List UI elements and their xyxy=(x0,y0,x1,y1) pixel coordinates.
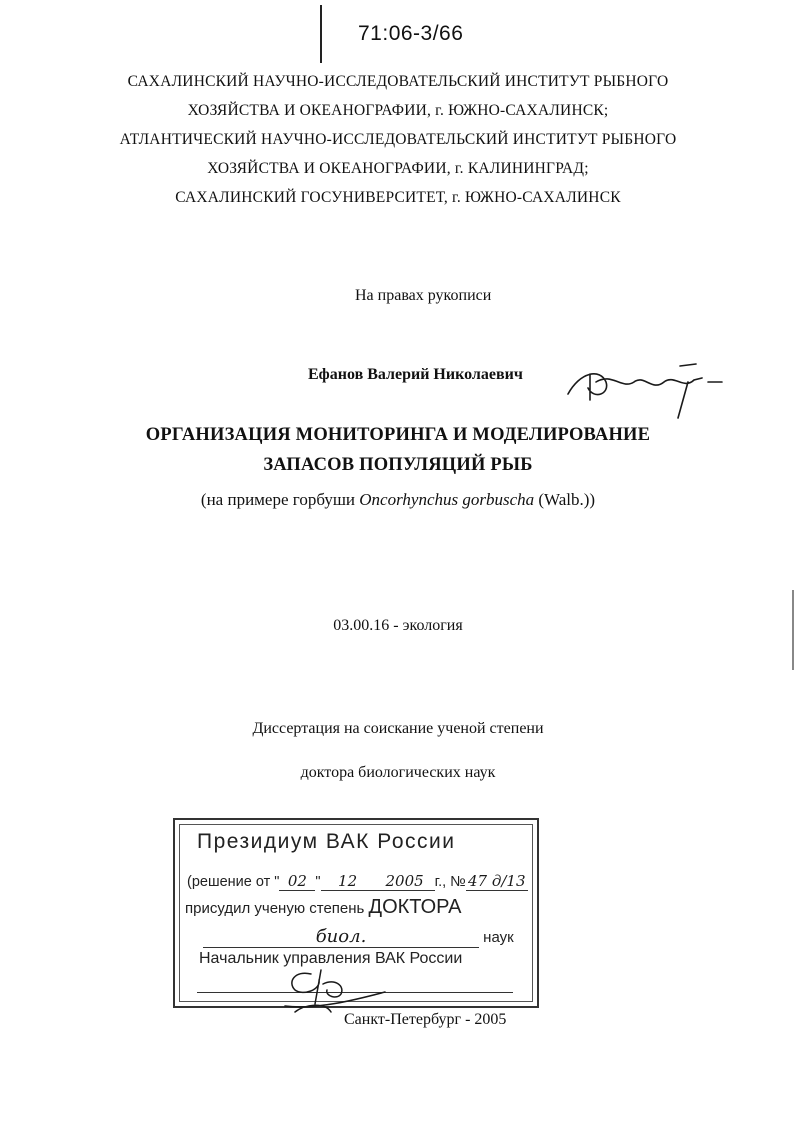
decision-month: 12 xyxy=(321,872,375,891)
awarded-prefix: присудил ученую степень xyxy=(185,900,365,917)
degree-line-1: Диссертация на соискание ученой степени xyxy=(252,720,544,737)
subtitle xyxy=(0,490,796,510)
rights-notice: На правах рукописи xyxy=(355,287,492,304)
institution-line-5: САХАЛИНСКИЙ ГОСУНИВЕРСИТЕТ, г. ЮЖНО-САХАЛИНСК xyxy=(175,189,621,206)
document-code: 71:06-3/66 xyxy=(358,22,464,45)
stamp-decision-line xyxy=(187,872,528,891)
specialty: 03.00.16 - экология xyxy=(333,617,463,634)
decision-day: 02 xyxy=(279,872,315,891)
subtitle-suffix: (Walb.)) xyxy=(534,490,596,509)
decision-prefix: (решение от " xyxy=(187,874,280,890)
institution-line-2: ХОЗЯЙСТВА И ОКЕАНОГРАФИИ, г. ЮЖНО-САХАЛИНСК; xyxy=(187,102,609,119)
stamp-field-line xyxy=(203,926,514,948)
degree-line-2: доктора биологических наук xyxy=(300,764,496,781)
decision-mid: г., № xyxy=(434,874,466,890)
decision-quote: " xyxy=(315,874,321,890)
author-signature xyxy=(560,352,730,424)
species-name: Oncorhynchus gorbuscha xyxy=(359,490,535,509)
decision-year: 2005 xyxy=(375,872,435,891)
title-line-2: ЗАПАСОВ ПОПУЛЯЦИЙ РЫБ xyxy=(263,455,533,475)
vak-stamp xyxy=(173,818,539,1008)
institutions-block xyxy=(0,73,796,218)
field-value: биол. xyxy=(203,926,479,948)
institution-line-1: САХАЛИНСКИЙ НАУЧНО-ИССЛЕДОВАТЕЛЬСКИЙ ИНСТИТУТ РЫБНОГО xyxy=(127,73,669,90)
stamp-header: Президиум ВАК России xyxy=(197,830,456,853)
city-year: Санкт-Петербург - 2005 xyxy=(344,1011,507,1028)
margin-line xyxy=(320,5,322,63)
field-suffix: наук xyxy=(483,929,514,946)
awarded-degree: ДОКТОРА xyxy=(368,896,462,918)
title-line-1: ОРГАНИЗАЦИЯ МОНИТОРИНГА И МОДЕЛИРОВАНИЕ xyxy=(145,425,651,445)
author-name: Ефанов Валерий Николаевич xyxy=(308,366,523,383)
stamp-awarded-line xyxy=(185,896,462,919)
subtitle-prefix: (на примере горбуши xyxy=(200,490,360,509)
stamp-chief-title: Начальник управления ВАК России xyxy=(199,950,463,967)
institution-line-4: ХОЗЯЙСТВА И ОКЕАНОГРАФИИ, г. КАЛИНИНГРАД; xyxy=(207,160,589,177)
institution-line-3: АТЛАНТИЧЕСКИЙ НАУЧНО-ИССЛЕДОВАТЕЛЬСКИЙ ИНСТИТУТ РЫБНОГО xyxy=(119,131,677,148)
decision-number: 47 д/13 xyxy=(466,872,528,891)
